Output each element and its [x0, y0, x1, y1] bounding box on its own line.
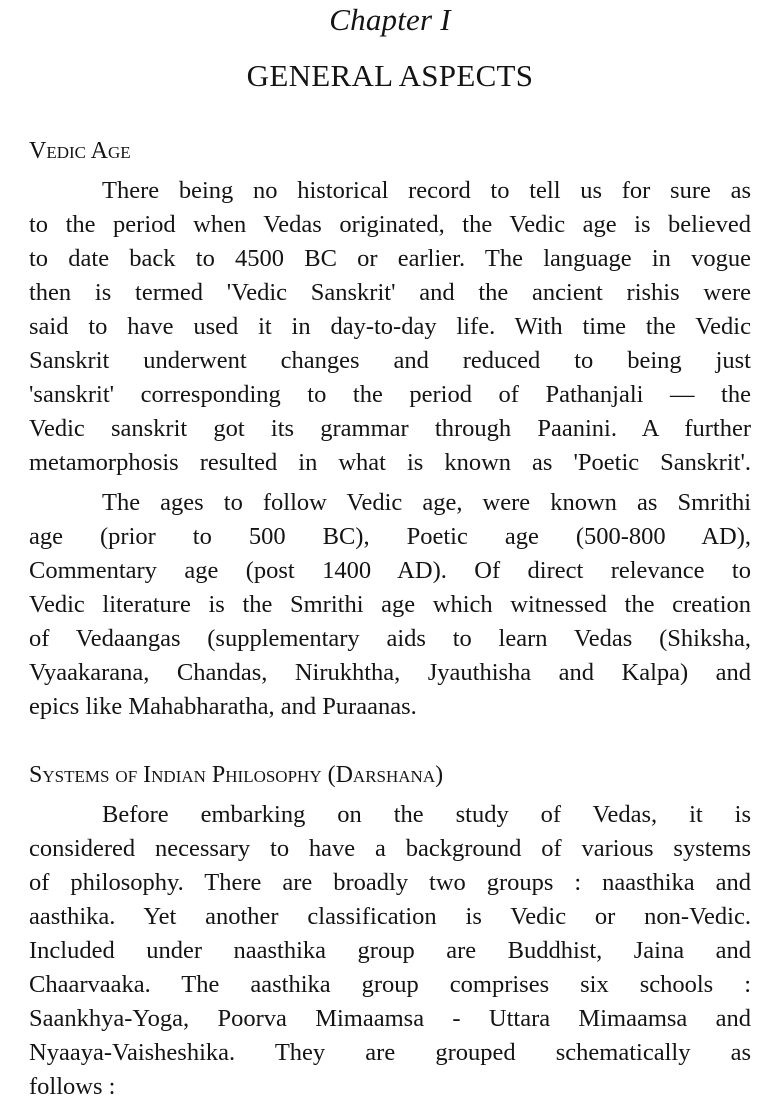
paragraph-line: of Vedaangas (supplementary aids to learn Vedas (Shiksha, — [29, 625, 751, 652]
paragraph-line: Nyaaya-Vaisheshika. They are grouped schematically as — [29, 1039, 751, 1066]
paragraph-line: epics like Mahabharatha, and Puraanas. — [29, 693, 417, 720]
paragraph-line: There being no historical record to tell us for sure as — [102, 177, 751, 204]
paragraph-line: The ages to follow Vedic age, were known as Smrithi — [102, 489, 751, 516]
paragraph-line: Vyaakarana, Chandas, Nirukhtha, Jyauthisha and Kalpa) and — [29, 659, 751, 686]
paragraph-line: follows : — [29, 1073, 116, 1100]
paragraph-line: Commentary age (post 1400 AD). Of direct relevance to — [29, 557, 751, 584]
paragraph-line: Included under naasthika group are Buddhist, Jaina and — [29, 937, 751, 964]
paragraph-line: age (prior to 500 BC), Poetic age (500-800 AD), — [29, 523, 751, 550]
paragraph-line: aasthika. Yet another classification is Vedic or non-Vedic. — [29, 903, 751, 930]
chapter-label: Chapter I — [329, 2, 451, 37]
paragraph-line: Sanskrit underwent changes and reduced to being just — [29, 347, 751, 374]
chapter-title: GENERAL ASPECTS — [246, 58, 534, 93]
paragraph-line: metamorphosis resulted in what is known as 'Poetic Sanskrit'. — [29, 449, 751, 476]
paragraph-line: to date back to 4500 BC or earlier. The language in vogue — [29, 245, 751, 272]
paragraph-line: to the period when Vedas originated, the Vedic age is believed — [29, 211, 751, 238]
paragraph-line: considered necessary to have a background of various systems — [29, 835, 751, 862]
paragraph-line: Before embarking on the study of Vedas, it is — [102, 801, 751, 828]
paragraph-line: Saankhya-Yoga, Poorva Mimaamsa - Uttara Mimaamsa and — [29, 1005, 751, 1032]
paragraph-line: Vedic sanskrit got its grammar through Paanini. A further — [29, 415, 751, 442]
section-heading-systems-of-indian-philosophy: Systems of Indian Philosophy (Darshana) — [29, 762, 444, 788]
paragraph-line: then is termed 'Vedic Sanskrit' and the ancient rishis were — [29, 279, 751, 306]
paragraph-line: Vedic literature is the Smrithi age which witnessed the creation — [29, 591, 751, 618]
paragraph-line: said to have used it in day-to-day life. With time the Vedic — [29, 313, 751, 340]
section-heading-vedic-age: Vedic Age — [29, 138, 131, 164]
paragraph-line: 'sanskrit' corresponding to the period of Pathanjali — the — [29, 381, 751, 408]
paragraph-line: of philosophy. There are broadly two groups : naasthika and — [29, 869, 751, 896]
paragraph-line: Chaarvaaka. The aasthika group comprises six schools : — [29, 971, 751, 998]
